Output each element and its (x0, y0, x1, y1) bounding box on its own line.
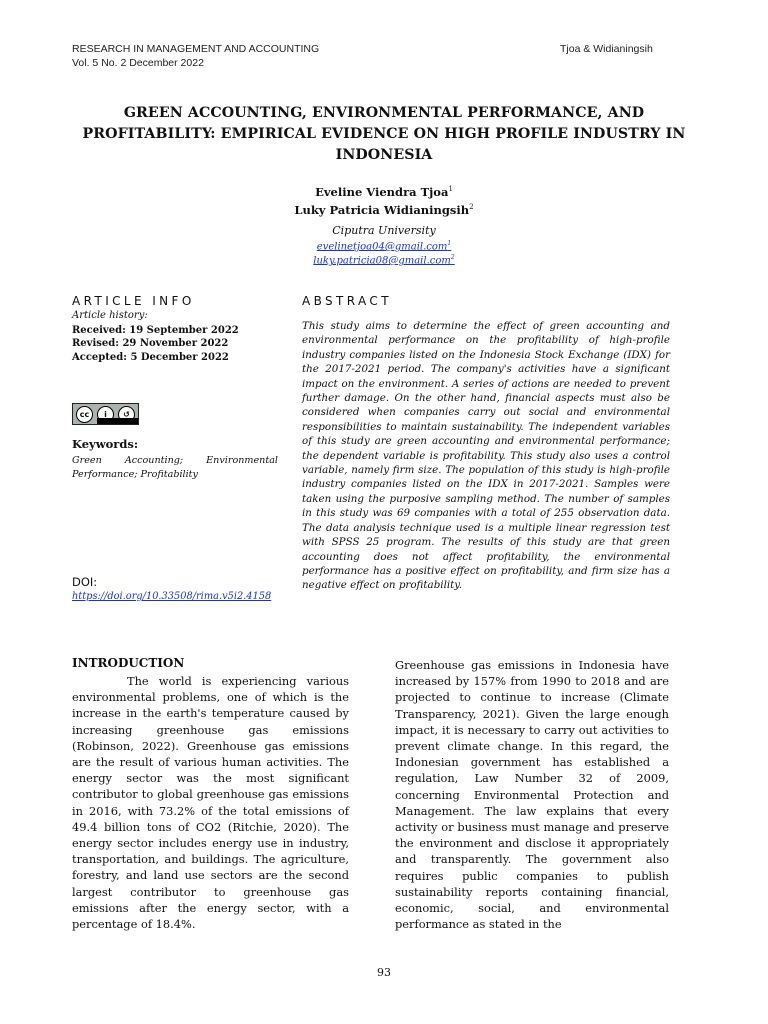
intro-left-column (72, 673, 349, 932)
received-date: Received: 19 September 2022 (72, 324, 239, 336)
intro-right-column (395, 657, 669, 932)
paper-title: GREEN ACCOUNTING, ENVIRONMENTAL PERFORMANCE, AND PROFITABILITY: EMPIRICAL EVIDENCE ON HIGH PROFILE INDUSTRY IN INDONESIA (82, 105, 686, 163)
email-sup: 1 (447, 240, 452, 247)
email-1[interactable] (0, 240, 768, 252)
history-label: Article history: (72, 310, 148, 321)
article-info-heading: ARTICLE INFO (72, 294, 195, 308)
page-number: 93 (377, 966, 391, 979)
keywords-label: Keywords: (72, 437, 139, 451)
running-authors: Tjoa & Widianingsih (560, 43, 653, 55)
journal-name: RESEARCH IN MANAGEMENT AND ACCOUNTING (72, 43, 320, 55)
intro-paragraph: The world is experiencing various environmental problems, one of which is the increase in the earth's temperature caused by increasing greenhouse gas emissions (Robinson, 2022). Greenhouse gas emissions are the result of various human activities. The energy sector was the most significant contributor to global greenhouse gas emissions in 2016, with 73.2% of the total emissions of 49.4 billion tons of CO2 (Ritchie, 2020). The energy sector includes energy use in industry, transportation, and buildings. The agriculture, forestry, and land use sectors are the second largest contributor to greenhouse gas emissions after the energy sector, with a percentage of 18.4%. (72, 674, 349, 932)
revised-date: Revised: 29 November 2022 (72, 338, 229, 349)
author-sup: 2 (469, 203, 474, 212)
author-sup: 1 (448, 185, 453, 194)
cc-icon: cc (76, 406, 93, 423)
doi-link[interactable]: https://doi.org/10.33508/rima.v5i2.4158 (72, 591, 272, 602)
affiliation: Ciputra University (332, 224, 436, 237)
share-alike-icon: ↺ (118, 406, 135, 423)
abstract-text: This study aims to determine the effect of green accounting and environmental performance on the profitability of high-profile industry companies listed on the Indonesia Stock Exchange (IDX) for the 2017-2021 period. The company's activities have a significant impact on the environment. A series of actions are needed to prevent further damage. On the other hand, financial aspects must also be considered when companies carry out social and environmental responsibilities to maintain sustainability. The independent variables of this study are green accounting and environmental performance; the dependent variable is profitability. This study also uses a control variable, namely firm size. The population of this study is high-profile industry companies listed on the IDX in 2017-2021. Samples were taken using the purposive sampling method. The number of samples in this study was 69 companies with a total of 255 observation data. The data analysis technique used is a multiple linear regression test with SPSS 25 program. The results of this study are that green accounting does not affect profitability, the environmental performance has a positive effect on profitability, and firm size has a negative effect on profitability. (302, 320, 670, 592)
badge-strip (97, 418, 138, 424)
author-2 (0, 203, 768, 217)
intro-paragraph: Greenhouse gas emissions in Indonesia have increased by 157% from 1990 to 2018 and are projected to continue to increase (Climate Transparency, 2021). Given the large enough impact, it is necessary to carry out activities to prevent climate change. In this regard, the Indonesian government has established a regulation, Law Number 32 of 2009, concerning Environmental Protection and Management. The law explains that every activity or business must manage and preserve the environment and disclose it appropriately and transparently. The government also requires public companies to publish sustainability reports containing financial, economic, social, and environmental performance as stated in the (395, 658, 669, 932)
author-name: Luky Patricia Widianingsih (294, 203, 470, 217)
journal-volume: Vol. 5 No. 2 December 2022 (72, 57, 204, 69)
article-history (72, 309, 282, 364)
email-2[interactable] (0, 254, 768, 266)
email-address[interactable]: evelinetjoa04@gmail.com (316, 241, 448, 253)
email-sup: 2 (450, 254, 455, 261)
cc-by-sa-icon[interactable] (72, 403, 139, 425)
introduction-heading: INTRODUCTION (72, 656, 185, 670)
email-address[interactable]: luky.patricia08@gmail.com (313, 255, 451, 267)
doi-label: DOI: (72, 575, 98, 589)
accepted-date: Accepted: 5 December 2022 (72, 351, 229, 363)
abstract-heading: ABSTRACT (302, 294, 392, 308)
keywords: Green Accounting; Environmental Performance; Profitability (72, 455, 278, 480)
by-icon: i (97, 406, 114, 423)
author-1 (0, 185, 768, 199)
author-name: Eveline Viendra Tjoa (315, 185, 449, 199)
